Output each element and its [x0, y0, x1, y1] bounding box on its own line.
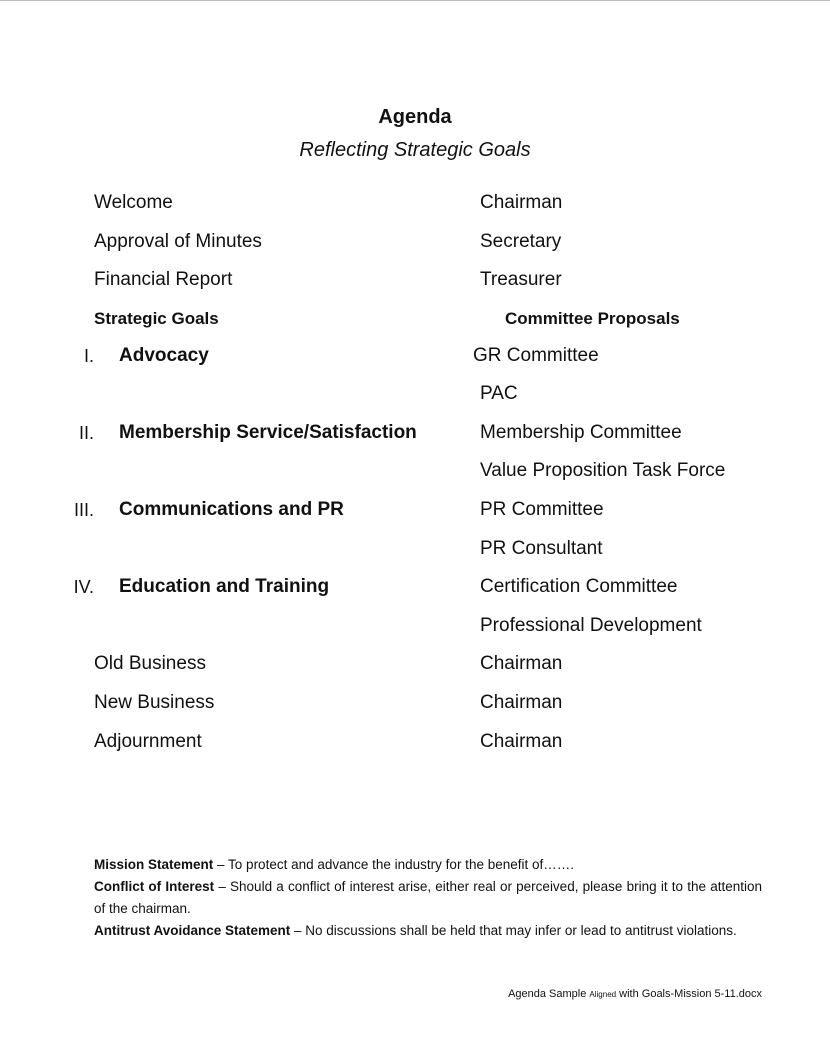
committee-item: GR Committee	[473, 345, 599, 366]
agenda-owner-adjournment: Chairman	[480, 731, 563, 752]
goal-label: Education and Training	[119, 576, 330, 597]
agenda-owner-new-business: Chairman	[480, 692, 563, 713]
page-title: Agenda	[378, 106, 452, 128]
goal-numeral: I.	[83, 346, 94, 366]
conflict-text: – Should a conflict of interest arise, either real or perceived, please bring it to the attention of the chairman.	[94, 879, 762, 916]
committee-item: Professional Development	[480, 615, 702, 636]
strategic-goals-heading: Strategic Goals	[94, 309, 219, 328]
conflict-statement	[94, 876, 762, 920]
mission-label: Mission Statement	[94, 857, 214, 872]
agenda-item-financial: Financial Report	[94, 269, 233, 290]
page-subtitle: Reflecting Strategic Goals	[299, 139, 531, 161]
committee-item: PR Committee	[480, 499, 604, 520]
page-top-border	[0, 0, 830, 1]
filename-part-small: Aligned	[589, 990, 617, 999]
goal-label: Communications and PR	[119, 499, 344, 520]
filename-part: Agenda Sample	[508, 988, 590, 1000]
agenda-owner-welcome: Chairman	[480, 192, 563, 213]
footer-statements	[94, 854, 762, 942]
goal-numeral: IV.	[73, 577, 94, 597]
agenda-item-new-business: New Business	[94, 692, 215, 713]
agenda-item-old-business: Old Business	[94, 653, 206, 674]
committee-item: Membership Committee	[480, 422, 682, 443]
agenda-owner-old-business: Chairman	[480, 653, 563, 674]
document-filename	[508, 988, 762, 1000]
filename-part: with Goals-Mission 5-11.docx	[616, 988, 762, 1000]
agenda-item-welcome: Welcome	[94, 192, 173, 213]
goal-label: Membership Service/Satisfaction	[119, 422, 417, 443]
committee-item: PAC	[480, 383, 518, 404]
antitrust-statement	[94, 920, 762, 942]
agenda-owner-financial: Treasurer	[480, 269, 562, 290]
agenda-item-adjournment: Adjournment	[94, 731, 202, 752]
mission-text: – To protect and advance the industry for the benefit of…….	[213, 857, 574, 872]
goal-numeral: II.	[78, 423, 94, 443]
committee-item: PR Consultant	[480, 538, 603, 559]
antitrust-label: Antitrust Avoidance Statement	[94, 923, 291, 938]
committee-item: Certification Committee	[480, 576, 678, 597]
committee-item: Value Proposition Task Force	[480, 460, 726, 481]
agenda-owner-minutes: Secretary	[480, 231, 562, 252]
mission-statement	[94, 854, 762, 876]
conflict-label: Conflict of Interest	[94, 879, 215, 894]
agenda-item-minutes: Approval of Minutes	[94, 231, 262, 252]
goal-label: Advocacy	[119, 345, 209, 366]
antitrust-text: – No discussions shall be held that may infer or lead to antitrust violations.	[290, 923, 737, 938]
goal-numeral: III.	[73, 500, 94, 520]
committee-proposals-heading: Committee Proposals	[505, 309, 680, 328]
